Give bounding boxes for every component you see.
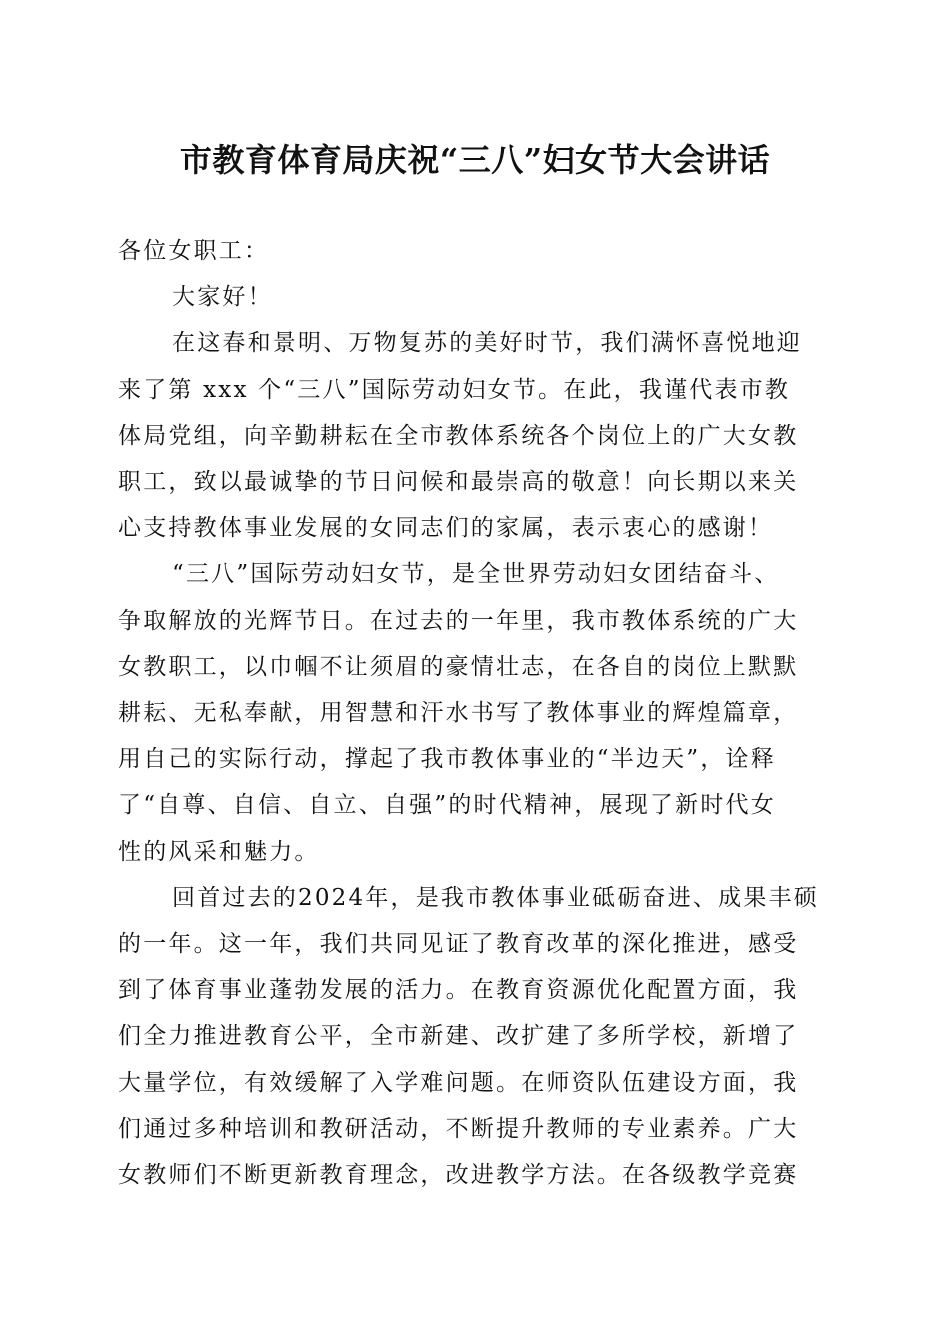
paragraph-line: 性的风采和魅力。 — [118, 838, 320, 865]
paragraph-line: 争取解放的光辉节日。在过去的一年里，我市教体系统的广大 — [118, 607, 799, 634]
paragraph-line: 女教职工，以巾帼不让须眉的豪情壮志，在各自的岗位上默默 — [118, 653, 799, 680]
greeting — [118, 274, 826, 320]
paragraph-line: 了“自尊、自信、自立、自强”的时代精神，展现了新时代女 — [118, 792, 776, 819]
paragraph-line: 心支持教体事业发展的女同志们的家属，表示衷心的感谢！ — [118, 515, 774, 542]
paragraph-line: 们全力推进教育公平，全市新建、改扩建了多所学校，新增了 — [118, 1023, 799, 1050]
salutation-line: 各位女职工： — [118, 238, 270, 264]
paragraph-line: 在这春和景明、万物复苏的美好时节，我们满怀喜悦地迎 — [172, 330, 802, 357]
paragraph-line: 耕耘、无私奉献，用智慧和汗水书写了教体事业的辉煌篇章， — [118, 700, 799, 727]
paragraph-1 — [118, 320, 826, 551]
paragraph-3 — [118, 875, 826, 1198]
paragraph-line: “三八”国际劳动妇女节，是全世界劳动妇女团结奋斗、 — [172, 561, 780, 588]
paragraph-line: 回首过去的2024年，是我市教体事业砥砺奋进、成果丰硕 — [172, 884, 819, 911]
paragraph-line: 们通过多种培训和教研活动，不断提升教师的专业素养。广大 — [118, 1115, 799, 1142]
paragraph-line: 体局党组，向辛勤耕耘在全市教体系统各个岗位上的广大女教 — [118, 422, 799, 449]
paragraph-line: 用自己的实际行动，撑起了我市教体事业的“半边天”，诠释 — [118, 746, 776, 773]
paragraph-line: 到了体育事业蓬勃发展的活力。在教育资源优化配置方面，我 — [118, 977, 799, 1004]
paragraph-line: 的一年。这一年，我们共同见证了教育改革的深化推进，感受 — [118, 931, 799, 958]
salutation — [118, 228, 826, 274]
document-title: 市教育体育局庆祝“三八”妇女节大会讲话 — [179, 141, 771, 179]
paragraph-line: 职工，致以最诚挚的节日问候和最崇高的敬意！向长期以来关 — [118, 469, 799, 496]
greeting-line: 大家好！ — [172, 284, 273, 311]
paragraph-line: 大量学位，有效缓解了入学难问题。在师资队伍建设方面，我 — [118, 1069, 799, 1096]
paragraph-2 — [118, 551, 826, 874]
document-body — [118, 228, 826, 1198]
paragraph-line: 女教师们不断更新教育理念，改进教学方法。在各级教学竞赛 — [118, 1162, 799, 1189]
paragraph-line: 来了第 xxx 个“三八”国际劳动妇女节。在此，我谨代表市教 — [118, 376, 791, 403]
